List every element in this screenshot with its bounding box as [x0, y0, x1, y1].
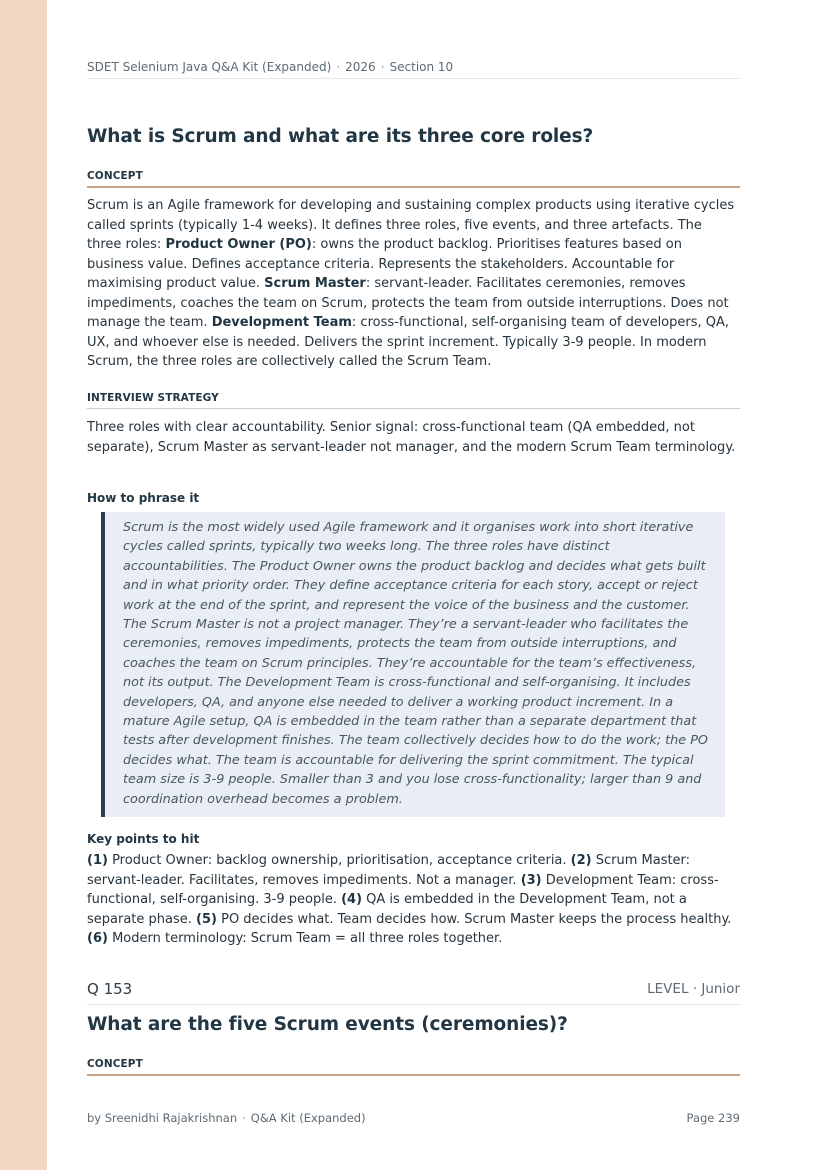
next-concept-label: CONCEPT	[87, 1058, 740, 1076]
next-question-meta	[87, 980, 740, 1005]
interview-strategy-paragraph: Three roles with clear accountability. Senior signal: cross-functional team (QA embedded, not separate), Scrum Master as servant-leader not manager, and the modern Scrum Team terminology.	[87, 420, 736, 455]
phrase-blockquote: Scrum is the most widely used Agile framework and it organises work into short iterative cycles called sprints, typically two weeks long. The three roles have distinct accountabilities. The Product Owner owns the product backlog and decides what gets built and in what priority order. They define acceptance criteria for each story, accept or reject work at the end of the sprint, and represent the voice of the business and the customer. The Scrum Master is not a project manager. They’re a servant-leader who facilitates the ceremonies, removes impediments, protects the team from outside interruptions, and coaches the team on Scrum principles. They’re accountable for the team’s effectiveness, not its output. The Development Team is cross-functional and self-organising. It includes developers, QA, and anyone else needed to deliver a working product increment. In a mature Agile setup, QA is embedded in the team rather than a separate department that tests after development finishes. The team collectively decides how to do the work; the PO decides what. The team is accountable for delivering the sprint commitment. The typical team size is 3-9 people. Smaller than 3 and you lose cross-functionality; larger than 9 and coordination overhead becomes a problem.	[101, 512, 725, 817]
key-points-paragraph: (1) Product Owner: backlog ownership, prioritisation, acceptance criteria. (2) Scrum Master: servant-leader. Facilitates, removes impediments. Not a manager. (3) Development Team: cross-functional, self-organising. 3-9 people. (4) QA is embedded in the Development Team, not a separate phase. (5) PO decides what. Team decides how. Scrum Master keeps the process healthy. (6) Modern terminology: Scrum Team = all three roles together.	[87, 853, 732, 946]
footer-author: by Sreenidhi Rajakrishnan	[87, 1111, 238, 1125]
question-title: What is Scrum and what are its three core roles?	[87, 126, 594, 147]
role-development-team: Development Team	[211, 315, 352, 330]
running-header: SDET Selenium Java Q&A Kit (Expanded) · 2026 · Section 10	[87, 60, 740, 79]
question-level: LEVEL · Junior	[647, 981, 740, 997]
next-question-title: What are the five Scrum events (ceremonies)?	[87, 1014, 568, 1035]
footer-kit: Q&A Kit (Expanded)	[250, 1111, 366, 1125]
how-to-phrase-label: How to phrase it	[87, 491, 200, 505]
role-scrum-master: Scrum Master	[264, 276, 366, 291]
page-number: Page 239	[686, 1111, 740, 1125]
header-section: Section 10	[389, 60, 454, 74]
concept-label: CONCEPT	[87, 170, 740, 188]
interview-strategy-label: INTERVIEW STRATEGY	[87, 392, 740, 409]
page-side-band	[0, 0, 47, 1170]
key-points-label: Key points to hit	[87, 832, 200, 846]
header-kit-title: SDET Selenium Java Q&A Kit (Expanded)	[87, 60, 332, 74]
concept-paragraph: Scrum is an Agile framework for developing and sustaining complex products using iterative cycles called sprints (typically 1-4 weeks). It defines three roles, five events, and three artefacts. The three roles: Product Owner (PO): owns the product backlog. Prioritises features based on business value. Defines acceptance criteria. Represents the stakeholders. Accountable for maximising product value. Scrum Master: servant-leader. Facilitates ceremonies, removes impediments, coaches the team on Scrum, protects the team from outside interruptions. Does not manage the team. Development Team: cross-functional, self-organising team of developers, QA, UX, and whoever else is needed. Delivers the sprint increment. Typically 3-9 people. In modern Scrum, the three roles are collectively called the Scrum Team.	[87, 198, 735, 369]
role-product-owner: Product Owner (PO)	[165, 237, 312, 252]
question-number: Q 153	[87, 980, 133, 998]
header-year: 2026	[345, 60, 376, 74]
